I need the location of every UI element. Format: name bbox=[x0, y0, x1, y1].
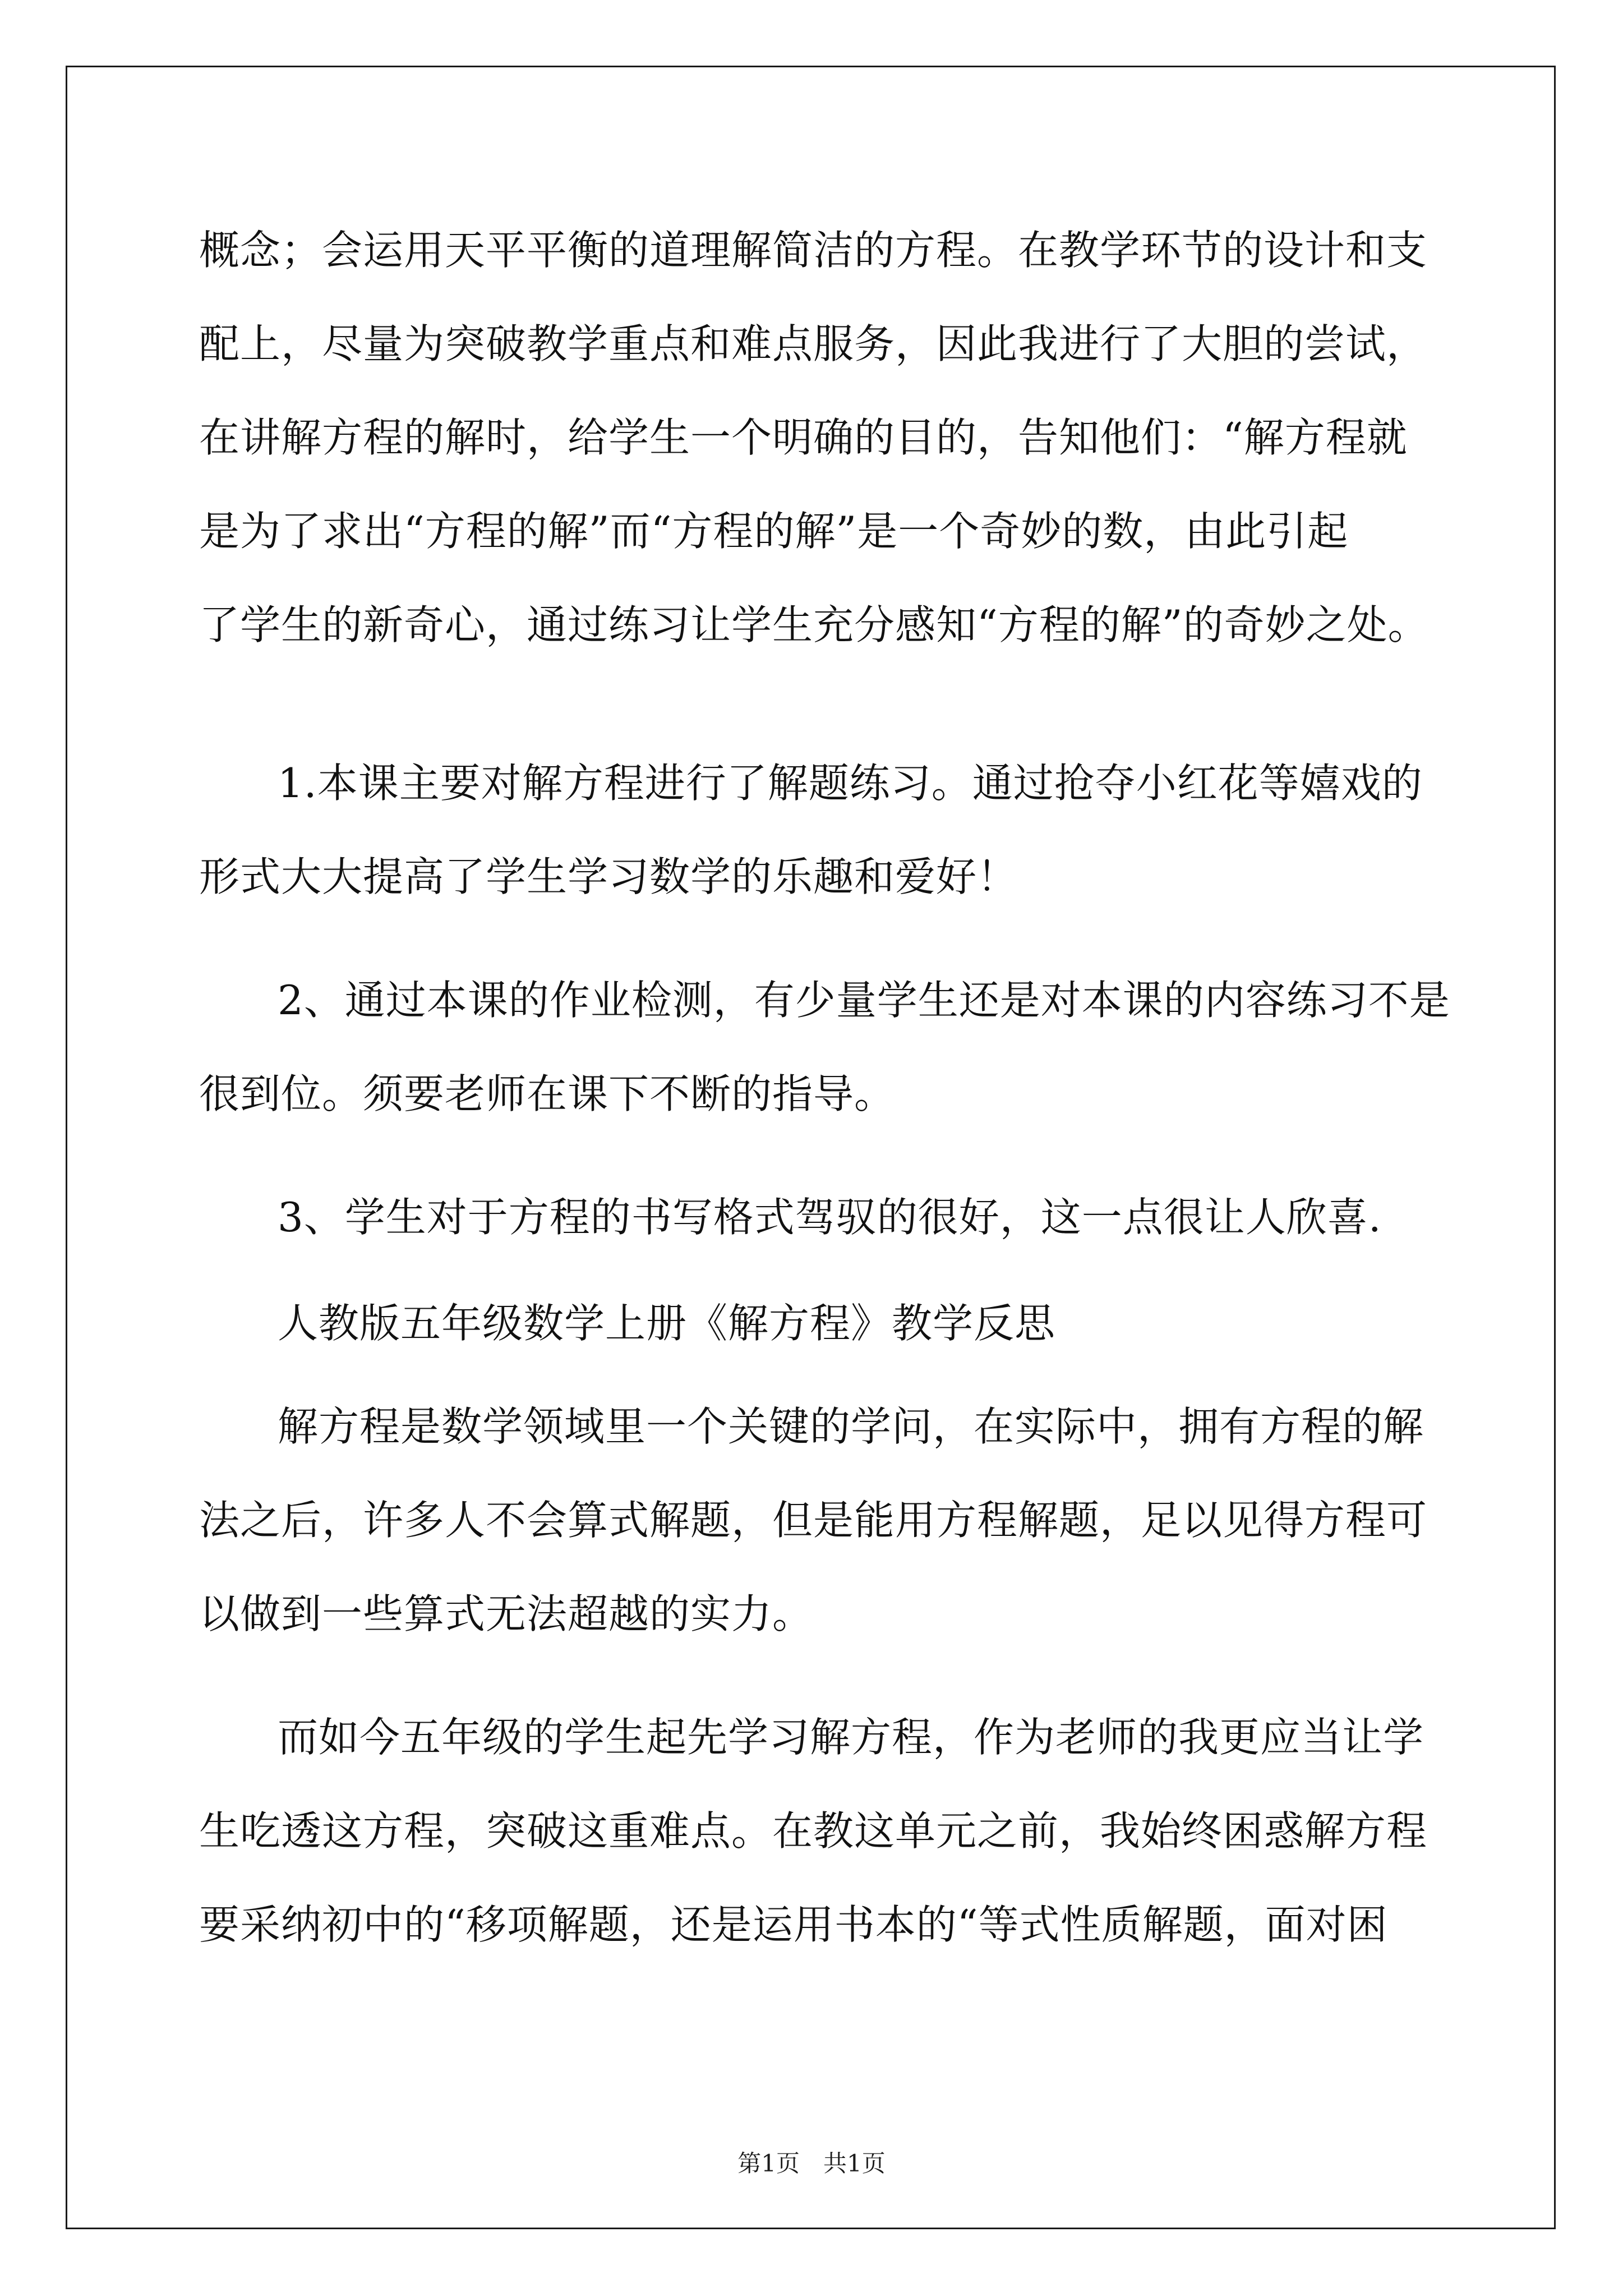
text-line: 了学生的新奇心，通过练习让学生充分感知“方程的解”的奇妙之处。 bbox=[199, 601, 1429, 648]
text-line: 概念；会运用天平平衡的道理解简洁的方程。在教学环节的设计和支 bbox=[199, 227, 1428, 274]
text-line: 1.本课主要对解方程进行了解题练习。通过抢夺小红花等嬉戏的 bbox=[278, 760, 1423, 807]
text-line: 要采纳初中的“移项解题，还是运用书本的“等式性质解题，面对困 bbox=[199, 1901, 1388, 1948]
text-line: 法之后，许多人不会算式解题，但是能用方程解题，足以见得方程可 bbox=[199, 1497, 1428, 1544]
text-line: 以做到一些算式无法超越的实力。 bbox=[199, 1590, 814, 1637]
text-line: 2、通过本课的作业检测，有少量学生还是对本课的内容练习不是 bbox=[278, 977, 1450, 1024]
text-line: 很到位。须要老师在课下不断的指导。 bbox=[199, 1070, 896, 1117]
section-heading: 人教版五年级数学上册《解方程》教学反思 bbox=[278, 1300, 1056, 1347]
text-line: 在讲解方程的解时，给学生一个明确的目的，告知他们：“解方程就 bbox=[199, 414, 1408, 461]
text-line: 形式大大提高了学生学习数学的乐趣和爱好！ bbox=[199, 853, 1018, 900]
text-line: 是为了求出“方程的解”而“方程的解”是一个奇妙的数，由此引起 bbox=[199, 508, 1349, 555]
text-line: 配上，尽量为突破教学重点和难点服务，因此我进行了大胆的尝试， bbox=[199, 320, 1428, 367]
text-line: 生吃透这方程，突破这重难点。在教这单元之前，我始终困惑解方程 bbox=[199, 1807, 1428, 1855]
text-line: 而如今五年级的学生起先学习解方程，作为老师的我更应当让学 bbox=[278, 1714, 1424, 1761]
page-footer: 第1页 共1页 bbox=[737, 2150, 886, 2177]
text-line: 解方程是数学领域里一个关键的学问，在实际中，拥有方程的解 bbox=[278, 1403, 1424, 1450]
text-line: 3、学生对于方程的书写格式驾驭的很好，这一点很让人欣喜. bbox=[278, 1194, 1382, 1241]
